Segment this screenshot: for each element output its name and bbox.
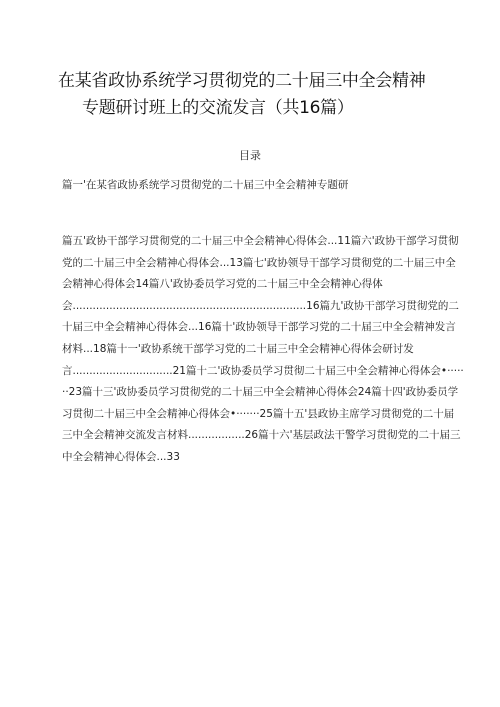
toc-entry: 篇十二'政协委员学习贯彻二十届三中全会精神心得体会•·······23 xyxy=(62,364,464,399)
toc-entry: 篇十三'政协委员学习贯彻党的二十届三中全会精神心得体会24 xyxy=(82,386,372,399)
title-line-1: 在某省政协系统学习贯彻党的二十届三中全会精神 xyxy=(58,71,426,91)
toc-entry: 篇十六'基层政法干警学习贯彻党的二十届三中全会精神心得体会...33 xyxy=(62,429,461,463)
toc-entry: 篇十五'县政协主席学习贯彻党的二十届三中全会精神交流发言材料.................26 xyxy=(62,407,455,442)
toc-body xyxy=(62,231,464,469)
toc-entry: 篇九'政协干部学习贯彻党的二十届三中全会精神心得体会...16 xyxy=(62,299,459,334)
toc-heading: 目录 xyxy=(239,149,261,162)
toc-entry: 篇六'政协干部学习贯彻党的二十届三中全会精神心得体会...13 xyxy=(62,235,459,269)
toc-entry: 篇十一'政协系统干部学习党的二十届三中全会精神心得体会研讨发言..............................21 xyxy=(62,342,414,377)
toc-entry: 篇七'政协领导干部学习贯彻党的二十届三中全会精神心得体会14 xyxy=(62,256,456,291)
toc-entry-first: 篇一'在某省政协系统学习贯彻党的二十届三中全会精神专题研 xyxy=(62,179,349,191)
document-title xyxy=(58,68,468,122)
toc-entry: 篇八'政协委员学习党的二十届三中全会精神心得体会......................................................................16 xyxy=(62,278,383,312)
toc-entry: 篇五'政协干部学习贯彻党的二十届三中全会精神心得体会...11 xyxy=(62,235,351,247)
toc-entry: 篇十'政协领导干部学习党的二十届三中全会精神发言材料...18 xyxy=(62,321,456,355)
toc-entry: 篇十四'政协委员学习贯彻二十届三中全会精神心得体会•·······25 xyxy=(62,386,459,420)
title-line-2: 专题研讨班上的交流发言（共16篇） xyxy=(82,98,354,118)
